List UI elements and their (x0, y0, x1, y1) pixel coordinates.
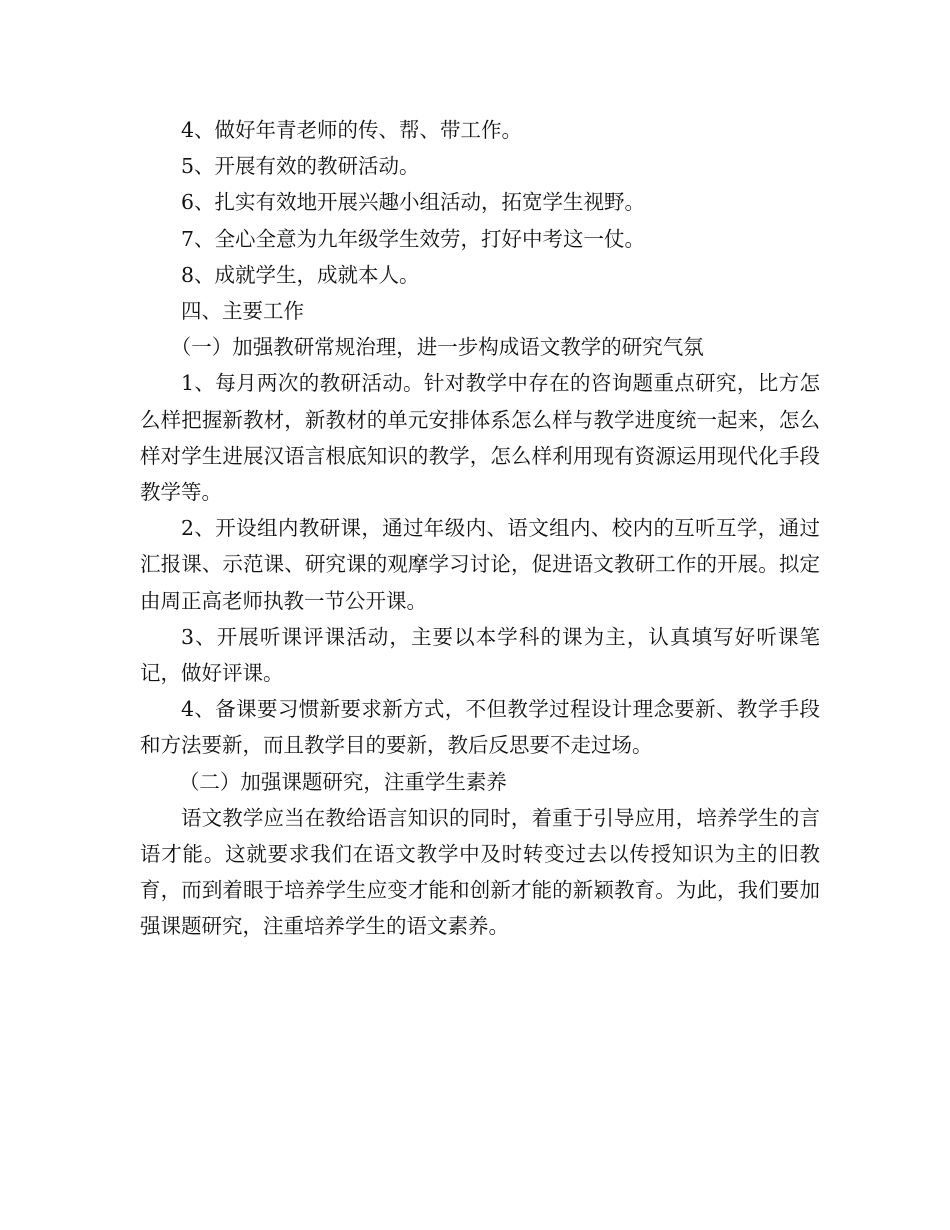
paragraph: 2、开设组内教研课，通过年级内、语文组内、校内的互听互学，通过汇报课、示范课、研究课的观摩学习讨论，促进语文教研工作的开展。拟定由周正高老师执教一节公开课。 (140, 516, 820, 613)
subsection-heading: （一）加强教研常规治理，进一步构成语文教学的研究气氛 (170, 335, 704, 360)
paragraph: 1、每月两次的教研活动。针对教学中存在的咨询题重点研究，比方怎么样把握新教材，新教材的单元安排体系怎么样与教学进度统一起来，怎么样对学生进展汉语言根底知识的教学，怎么样利用现有资源运用现代化手段教学等。 (140, 371, 820, 505)
subsection-heading: （二）加强课题研究，注重学生素养 (178, 769, 507, 794)
list-item: 7、全心全意为九年级学生效劳，打好中考这一仗。 (181, 226, 646, 251)
list-item: 8、成就学生，成就本人。 (181, 262, 420, 287)
section-heading: 四、主要工作 (181, 299, 304, 324)
paragraph: 语文教学应当在教给语言知识的同时，着重于引导应用，培养学生的言语才能。这就要求我们在语文教学中及时转变过去以传授知识为主的旧教育，而到着眼于培养学生应变才能和创新才能的新颖教育。为此，我们要加强课题研究，注重培养学生的语文素养。 (140, 805, 820, 939)
list-item: 5、开展有效的教研活动。 (181, 154, 420, 179)
list-item: 6、扎实有效地开展兴趣小组活动，拓宽学生视野。 (181, 190, 646, 215)
document-body (140, 112, 820, 945)
list-item: 4、做好年青老师的传、帮、带工作。 (181, 118, 523, 142)
paragraph: 4、备课要习惯新要求新方式，不但教学过程设计理念要新、教学手段和方法要新，而且教学目的要新，教后反思要不走过场。 (140, 697, 820, 758)
paragraph: 3、开展听课评课活动，主要以本学科的课为主，认真填写好听课笔记，做好评课。 (140, 624, 820, 686)
